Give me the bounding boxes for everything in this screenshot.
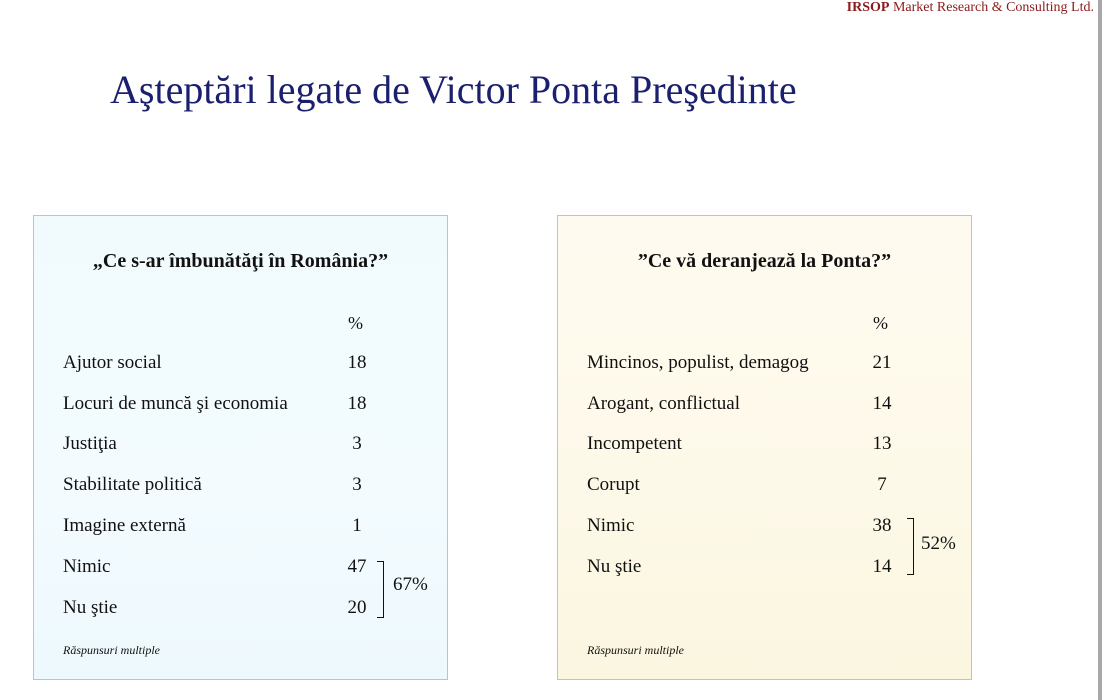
- row-value: 18: [347, 352, 367, 373]
- list-item: [587, 515, 892, 539]
- row-label: Imagine externă: [63, 515, 186, 536]
- improvements-question: „Ce s-ar îmbunătăţi în România?”: [92, 250, 389, 272]
- row-value: 13: [872, 433, 892, 454]
- total-bracket: [907, 518, 914, 575]
- list-item: [63, 352, 367, 376]
- annoyances-panel: [557, 215, 972, 680]
- list-item: [63, 474, 362, 498]
- row-label: Stabilitate politică: [63, 474, 202, 495]
- list-item: [63, 597, 367, 621]
- list-item: [587, 393, 892, 417]
- total-percent: 67%: [393, 574, 428, 595]
- row-label: Nimic: [587, 515, 635, 536]
- row-value: 3: [352, 433, 362, 454]
- row-label: Arogant, conflictual: [587, 393, 741, 414]
- row-value: 7: [877, 474, 887, 495]
- percent-header: %: [348, 313, 363, 333]
- row-label: Mincinos, populist, demagog: [587, 352, 809, 373]
- row-label: Justiţia: [63, 433, 117, 454]
- improvements-panel: [33, 215, 448, 680]
- list-item: [63, 393, 367, 417]
- row-value: 18: [347, 393, 367, 414]
- row-label: Incompetent: [587, 433, 682, 454]
- percent-header: %: [873, 313, 888, 333]
- row-value: 14: [872, 556, 892, 577]
- row-value: 38: [872, 515, 892, 536]
- brand-header: [847, 0, 1094, 16]
- list-item: [63, 433, 362, 457]
- multiple-answers-note: Răspunsuri multiple: [587, 643, 685, 657]
- total-percent: 52%: [921, 533, 956, 554]
- list-item: [63, 556, 367, 580]
- row-value: 47: [347, 556, 367, 577]
- right-edge-bar: [1098, 0, 1102, 700]
- row-label: Nu ştie: [63, 597, 118, 618]
- row-value: 1: [352, 515, 362, 536]
- list-item: [587, 433, 892, 457]
- row-label: Nimic: [63, 556, 111, 577]
- list-item: [63, 515, 362, 539]
- row-label: Locuri de muncă şi economia: [63, 393, 288, 414]
- total-bracket: [377, 561, 384, 618]
- row-label: Ajutor social: [63, 352, 162, 373]
- row-value: 3: [352, 474, 362, 495]
- row-label: Corupt: [587, 474, 640, 495]
- row-value: 21: [872, 352, 892, 373]
- row-value: 20: [347, 597, 367, 618]
- brand-name: IRSOP: [846, 0, 890, 15]
- multiple-answers-note: Răspunsuri multiple: [63, 643, 161, 657]
- list-item: [587, 352, 892, 376]
- row-label: Nu ştie: [587, 556, 642, 577]
- brand-tagline: Market Research & Consulting Ltd.: [892, 0, 1094, 15]
- slide-title: Aşteptări legate de Victor Ponta Preşedinte: [110, 67, 797, 112]
- row-value: 14: [872, 393, 892, 414]
- list-item: [587, 474, 887, 498]
- list-item: [587, 556, 892, 580]
- annoyances-question: ”Ce vă deranjează la Ponta?”: [637, 250, 892, 272]
